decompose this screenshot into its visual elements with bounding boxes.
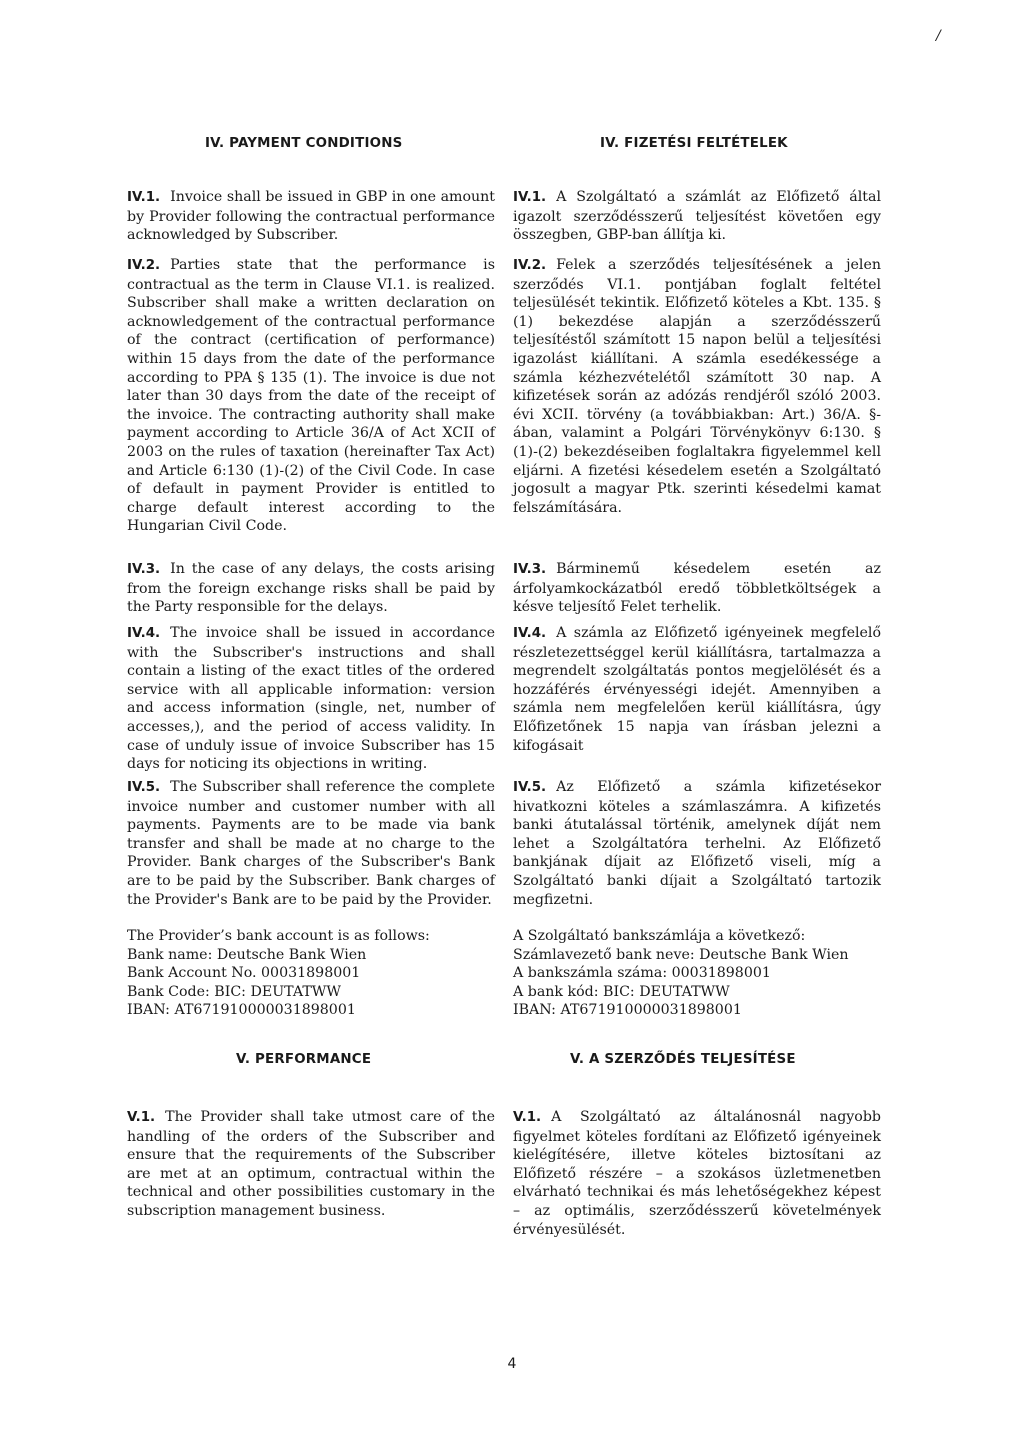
- clause-text: A számla az Előfizető igényeinek megfelelő részletezettséggel kerül kiállításra, tartalmazza a megrendelt szolgáltatás pontos megjelölését és a hozzáférés érvényességi idejét. Amennyiben a számla nem megfelelően kerül kiállításra, úgy Előfizetőnek 15 napja van írásban jelezni a kifogásait: [513, 625, 881, 754]
- clause-number: IV.5.: [513, 780, 547, 795]
- bank-account-number: Bank Account No. 00031898001: [127, 965, 361, 982]
- clause-iv-4-hu: [513, 624, 881, 755]
- clause-number: V.1.: [513, 1110, 542, 1125]
- clause-number: IV.4.: [513, 626, 547, 641]
- clause-text: A Szolgáltató a számlát az Előfizető által igazolt szerződésszerű teljesítést követően egy összegben, GBP-ban állítja ki.: [513, 189, 881, 244]
- clause-v-1-en: [127, 1108, 495, 1221]
- clause-number: IV.2.: [513, 258, 547, 273]
- section-iv-heading-hu: IV. FIZETÉSI FELTÉTELEK: [600, 136, 788, 151]
- clause-iv-3-hu: [513, 560, 881, 617]
- clause-number: IV.3.: [127, 562, 161, 577]
- bank-intro: The Provider’s bank account is as follows:: [127, 928, 430, 944]
- clause-text: The Subscriber shall reference the complete invoice number and customer number with all payments. Payments are to be made via bank transfer and shall be made at no charge to the Provider. Bank charges of the Subscriber's Bank are to be paid by the Subscriber. Bank charges of the Provider's Bank are to be paid by the Provider.: [127, 779, 495, 908]
- clause-iv-1-en: [127, 188, 495, 245]
- bank-details-hu: [513, 927, 881, 1020]
- clause-text: Invoice shall be issued in GBP in one amount by Provider following the contractual performance acknowledged by Subscriber.: [127, 189, 495, 244]
- clause-v-1-hu: [513, 1108, 881, 1239]
- bank-iban: IBAN: AT671910000031898001: [127, 1002, 356, 1019]
- clause-number: V.1.: [127, 1110, 156, 1125]
- clause-number: IV.5.: [127, 780, 161, 795]
- bank-name: Bank name: Deutsche Bank Wien: [127, 946, 367, 963]
- clause-text: Az Előfizető a számla kifizetésekor hivatkozni köteles a számlaszámra. A kifizetés banki átutalással történik, amelynek díját nem lehet a Szolgáltatóra terhelni. Az Előfizető bankjának díjait az Előfizető viseli, míg a Szolgáltató banki díjait a Szolgáltató tartozik megfizetni.: [513, 779, 881, 908]
- clause-iv-2-en: [127, 256, 495, 536]
- bank-intro: A Szolgáltató bankszámlája a következő:: [513, 928, 806, 944]
- clause-iv-5-hu: [513, 778, 881, 909]
- clause-text: Parties state that the performance is contractual as the term in Clause VI.1. is realized. Subscriber shall make a written declaration on acknowledgement of the contractual performance of the contract (certification of performance) within 15 days from the date of the performance according to PPA § 135 (1). The invoice is due not later than 30 days from the date of the receipt of the invoice. The contracting authority shall make payment according to Article 36/A of Act XCII of 2003 on the rules of taxation (hereinafter Tax Act) and Article 6:130 (1)-(2) of the Civil Code. In case of default in payment Provider is entitled to charge default interest according to the Hungarian Civil Code.: [127, 257, 495, 535]
- section-v-heading-en: V. PERFORMANCE: [236, 1052, 372, 1067]
- bank-details-en: [127, 927, 495, 1020]
- bank-name: Számlavezető bank neve: Deutsche Bank Wien: [513, 946, 849, 963]
- clause-text: The Provider shall take utmost care of the handling of the orders of the Subscriber and ensure that the requirements of the Subscriber are met at an optimum, contractual within the technical and other possibilities customary in the subscription management business.: [127, 1109, 495, 1219]
- clause-iv-1-hu: [513, 188, 881, 245]
- bank-account-number: A bankszámla száma: 00031898001: [513, 965, 771, 982]
- clause-number: IV.2.: [127, 258, 161, 273]
- clause-number: IV.3.: [513, 562, 547, 577]
- clause-number: IV.4.: [127, 626, 161, 641]
- bank-code: A bank kód: BIC: DEUTATWW: [513, 983, 730, 1000]
- clause-text: The invoice shall be issued in accordance with the Subscriber's instructions and shall contain a listing of the exact titles of the ordered service with all applicable information: version and access information (single, net, number of accesses,), and the period of access validity. In case of unduly issue of invoice Subscriber has 15 days for noticing its objections in writing.: [127, 625, 495, 773]
- corner-mark: /: [936, 28, 941, 44]
- page-number: 4: [507, 1356, 517, 1372]
- clause-number: IV.1.: [127, 190, 161, 205]
- section-v-heading-hu: V. A SZERZŐDÉS TELJESÍTÉSE: [570, 1052, 796, 1067]
- bank-code: Bank Code: BIC: DEUTATWW: [127, 983, 341, 1000]
- clause-number: IV.1.: [513, 190, 547, 205]
- section-iv-heading-en: IV. PAYMENT CONDITIONS: [205, 136, 403, 151]
- clause-text: A Szolgáltató az általánosnál nagyobb figyelmet köteles fordítani az Előfizető igényeinek kielégítésére, illetve köteles biztosítani az Előfizető részére – a szokásos üzletmenetben elvárható technikai és más lehetőségekhez képest – az optimális, szerződésszerű követelmények érvényesülését.: [513, 1109, 881, 1238]
- clause-text: Felek a szerződés teljesítésének a jelen szerződés VI.1. pontjában foglalt feltétel teljesülését tekintik. Előfizető köteles a Kbt. 135. § (1) bekezdése alapján a szerződésszerű teljesítéstől számított 15 napon belül a teljesítési igazolást kiállítani. A számla esedékessége a számla kézhezvételétől számított 30 nap. A kifizetések során az adózás rendjéről szóló 2003. évi XCII. törvény (a továbbiakban: Art.) 36/A. §-ában, valamint a Polgári Törvénykönyv 6:130. § (1)-(2) bekezdéseiben foglaltakra figyelemmel kell eljárni. A fizetési késedelem esetén a Szolgáltató jogosult a magyar Ptk. szerinti késedelmi kamat felszámítására.: [513, 257, 881, 516]
- clause-text: In the case of any delays, the costs arising from the foreign exchange risks shall be paid by the Party responsible for the delays.: [127, 561, 495, 616]
- clause-iv-4-en: [127, 624, 495, 774]
- clause-text: Bárminemű késedelem esetén az árfolyamkockázatból eredő többletköltségek a késve teljesítő Felet terhelik.: [513, 561, 881, 616]
- clause-iv-5-en: [127, 778, 495, 909]
- clause-iv-2-hu: [513, 256, 881, 517]
- bank-iban: IBAN: AT671910000031898001: [513, 1002, 742, 1019]
- clause-iv-3-en: [127, 560, 495, 617]
